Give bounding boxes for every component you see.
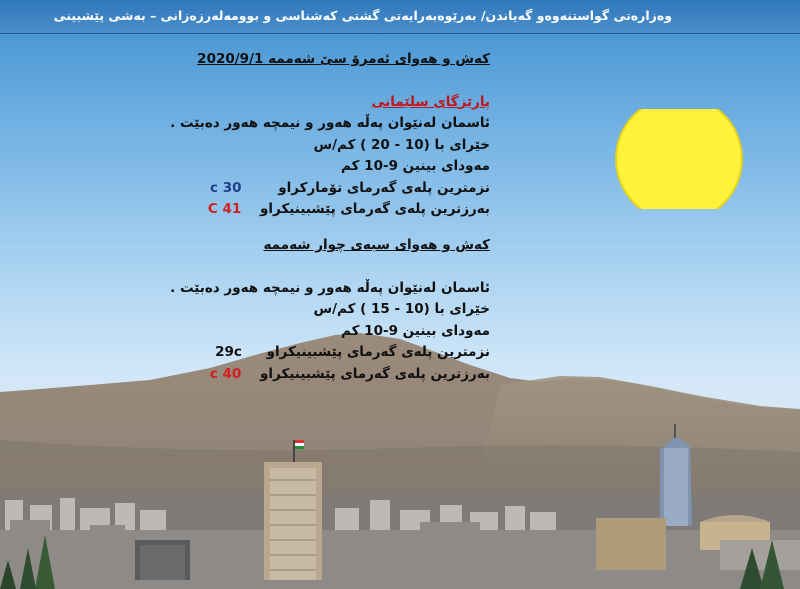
header-title: وەزارەتی گواستنەوەو گەیاندن/ بەرێوەبەرایەتی گشتی کەشناسی و بوومەلەرزەزانی – بەشی پێشبینی bbox=[53, 8, 672, 23]
forecast-today-min-value: 30 c bbox=[209, 179, 242, 196]
forecast-today-max-row bbox=[170, 199, 490, 221]
forecast-tomorrow-visibility: مەودای بینین 9-10 کم bbox=[341, 322, 490, 339]
forecast-tomorrow-title: کەش و هەوای سبەی چوار شەممە bbox=[263, 237, 490, 253]
forecast-tomorrow-sky: ئاسمان لەنێوان پەڵە هەور و نیمچە هەور دەبێت . bbox=[170, 279, 490, 296]
forecast-today-min-label: نزمترین پلەی گەرمای تۆمارکراو bbox=[278, 179, 490, 196]
forecast-today-min-row bbox=[170, 178, 490, 200]
forecast-tomorrow bbox=[170, 235, 490, 385]
forecast-today-title: کەش و هەوای ئەمرۆ سێ شەممە 2020/9/1 bbox=[197, 51, 490, 67]
forecast-tomorrow-min-label: نزمترین پلەی گەرمای پێشبینیکراو bbox=[266, 344, 490, 360]
forecast-today-sky: ئاسمان لەنێوان پەڵە هەور و نیمچە هەور دەبێت . bbox=[170, 115, 490, 131]
forecast-today-max-label: بەرزترین پلەی گەرمای پێشبینیکراو bbox=[260, 201, 490, 217]
forecast-today bbox=[170, 49, 490, 221]
forecast-tomorrow-max-label: بەرزترین پلەی گەرمای پێشبینیکراو bbox=[260, 365, 490, 382]
forecast-tomorrow-min-value: 29c bbox=[215, 344, 242, 360]
city-name: پارێزگای سلێمانی bbox=[371, 93, 490, 110]
forecast-tomorrow-min-row bbox=[170, 342, 490, 364]
forecast-today-wind: خێرای با (10 - 20 ) کم/س bbox=[313, 136, 490, 153]
forecast-tomorrow-wind: خێرای با (10 - 15 ) کم/س bbox=[313, 301, 490, 317]
forecast-tomorrow-max-value: 40 c bbox=[209, 365, 242, 382]
forecast-tomorrow-max-row bbox=[170, 364, 490, 386]
forecast-today-max-value: 41 C bbox=[207, 201, 242, 217]
forecast-today-visibility: مەودای بینین 9-10 کم bbox=[341, 158, 490, 174]
